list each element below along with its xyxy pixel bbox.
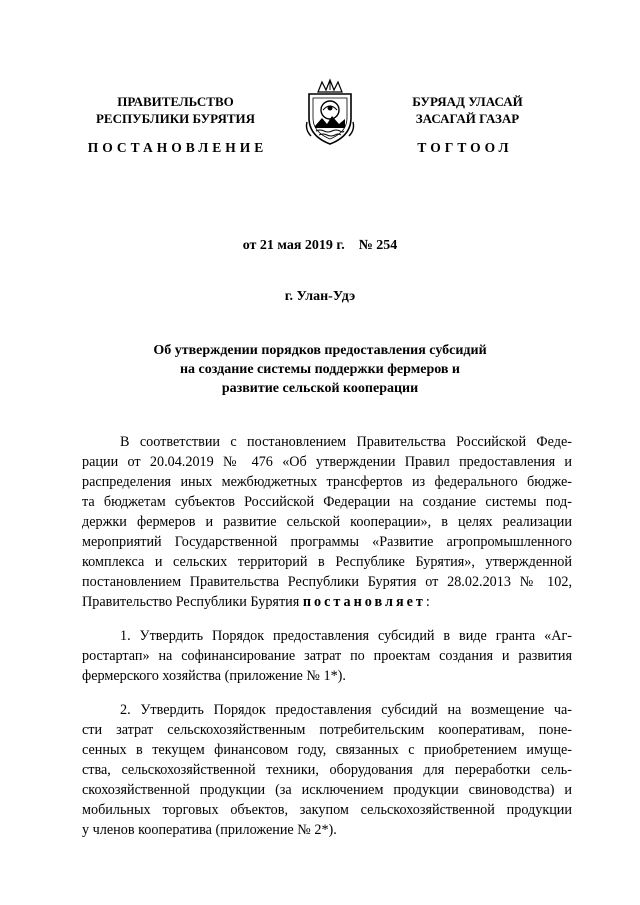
title-line-1: Об утверждении порядков предоставления субсидий bbox=[153, 343, 487, 358]
issuer-line-1: ПРАВИТЕЛЬСТВО bbox=[117, 94, 234, 109]
text-line: у членов кооператива (приложение № 2*). bbox=[82, 822, 337, 838]
issuer-line-2: РЕСПУБЛИКИ БУРЯТИЯ bbox=[95, 111, 256, 126]
doc-type-russian: ПОСТАНОВЛЕНИЕ bbox=[87, 140, 268, 155]
resolution-colon: : bbox=[425, 594, 430, 610]
issuer-buryat-line-1: БУРЯАД УЛАСАЙ bbox=[412, 94, 523, 109]
coat-of-arms-icon bbox=[303, 78, 357, 146]
title-line-3: развитие сельской кооперации bbox=[221, 381, 419, 396]
doc-type-buryat: ТОГТООЛ bbox=[417, 140, 513, 155]
document-date: от 21 мая 2019 г. bbox=[242, 238, 345, 253]
text-line: комплекса и сельских территорий в Республике Бурятия», утвержденной bbox=[82, 554, 572, 570]
item-2-paragraph bbox=[82, 700, 572, 840]
text-line: 1. Утвердить Порядок предоставления субсидий в виде гранта «Аг- bbox=[120, 628, 572, 644]
issuer-buryat-line-2: ЗАСАГАЙ ГАЗАР bbox=[415, 111, 520, 126]
preamble-paragraph bbox=[82, 432, 572, 612]
text-line: В соответствии с постановлением Правительства Российской Феде- bbox=[120, 434, 572, 450]
date-number-line bbox=[0, 238, 640, 254]
issuer-name-russian bbox=[83, 93, 268, 127]
text-line: ростартап» на софинансирование затрат по проектам создания и развития bbox=[82, 648, 572, 664]
document-number: № 254 bbox=[358, 238, 398, 253]
text-line: мобильных торговых объектов, закупом сельскохозяйственной продукции bbox=[82, 802, 572, 818]
text-line: фермерского хозяйства (приложение № 1*). bbox=[82, 668, 346, 684]
text-line: 2. Утвердить Порядок предоставления субсидий на возмещение ча- bbox=[120, 702, 572, 718]
text-line: рации от 20.04.2019 № 476 «Об утверждении Правил предоставления и bbox=[82, 454, 572, 470]
resolution-keyword: постановляет bbox=[302, 594, 426, 610]
resolution-prefix: Правительство Республики Бурятия bbox=[82, 594, 303, 610]
text-line: сенных в текущем финансовом году, связанных с приобретением имуще- bbox=[82, 742, 572, 758]
text-line: сти затрат сельскохозяйственным потребительским кооперативам, поне- bbox=[82, 722, 572, 738]
text-line: держки фермеров и развитие сельской кооперации», в целях реализации bbox=[82, 514, 572, 530]
document-body bbox=[82, 432, 572, 854]
document-title bbox=[100, 341, 540, 398]
title-line-2: на создание системы поддержки фермеров и bbox=[179, 362, 461, 377]
text-line: та бюджетам субъектов Российской Федерации на создание системы под- bbox=[82, 494, 572, 510]
city: г. Улан-Удэ bbox=[284, 289, 356, 304]
text-line: распределения иных межбюджетных трансфертов из федерального бюдже- bbox=[82, 474, 572, 490]
resolution-line bbox=[82, 592, 572, 612]
item-1-paragraph bbox=[82, 626, 572, 686]
issuer-name-buryat bbox=[375, 93, 560, 127]
text-line: ства, сельскохозяйственной техники, оборудования для переработки сель- bbox=[82, 762, 572, 778]
text-line: скохозяйственной продукции (за исключением продукции свиноводства) и bbox=[82, 782, 572, 798]
text-line: мероприятий Государственной программы «Развитие агропромышленного bbox=[82, 534, 572, 550]
text-line: постановлением Правительства Республики Бурятия от 28.02.2013 № 102, bbox=[82, 574, 572, 590]
